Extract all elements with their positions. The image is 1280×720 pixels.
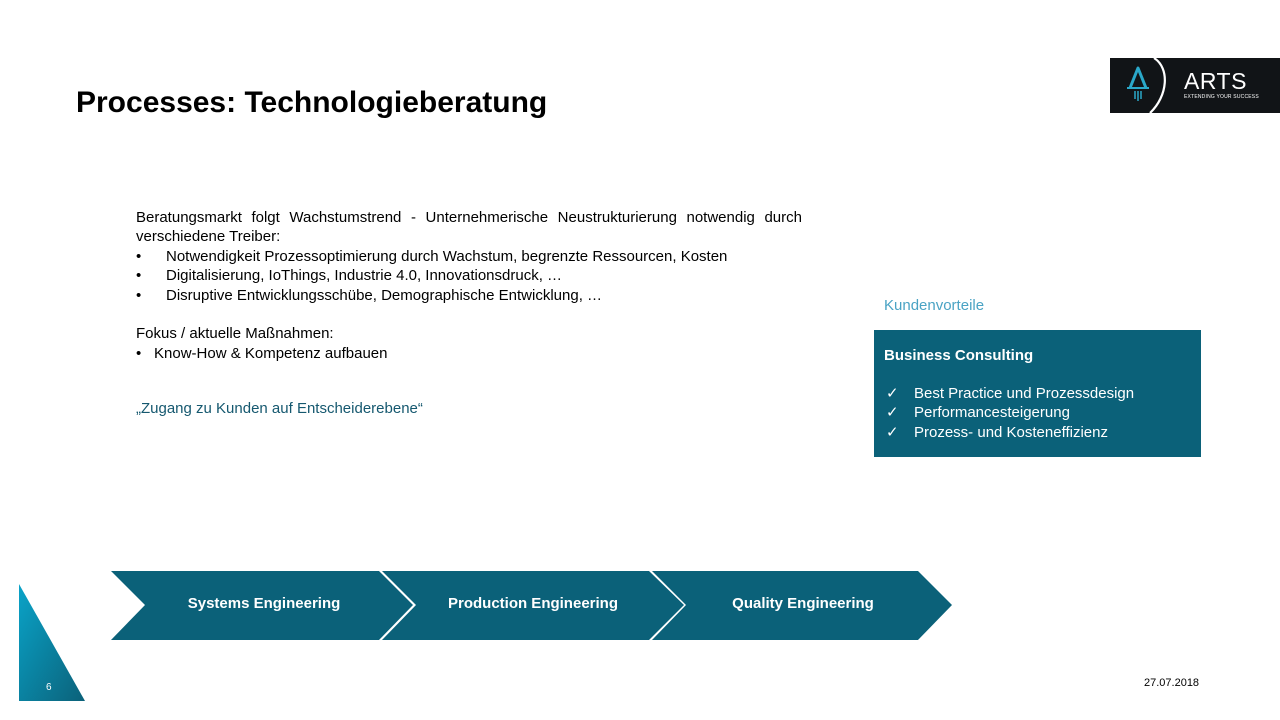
driver-item: • Disruptive Entwicklungsschübe, Demographische Entwicklung, …	[136, 286, 802, 305]
driver-item: • Digitalisierung, IoThings, Industrie 4.0, Innovationsdruck, …	[136, 266, 802, 285]
chevron-label-systems: Systems Engineering	[187, 595, 341, 612]
focus-heading: Fokus / aktuelle Maßnahmen:	[136, 325, 334, 343]
checkmark-icon: ✓	[886, 385, 899, 402]
advantages-label: Kundenvorteile	[884, 297, 985, 314]
box-title: Business Consulting	[884, 347, 1034, 364]
page-number: 6	[46, 682, 52, 693]
slide-title: Processes: Technologieberatung	[76, 86, 548, 119]
advantage-label: Best Practice und Prozessdesign	[914, 385, 1135, 402]
driver-item: • Notwendigkeit Prozessoptimierung durch Wachstum, begrenzte Ressourcen, Kosten	[136, 247, 802, 266]
corner-decoration	[0, 0, 100, 720]
checkmark-icon: ✓	[886, 423, 899, 441]
quote-text: „Zugang zu Kunden auf Entscheiderebene“	[136, 400, 423, 417]
chevron-label-production: Production Engineering	[447, 595, 618, 612]
focus-item: • Know-How & Kompetenz aufbauen	[136, 344, 802, 363]
advantage-label: Prozess- und Kosteneffizienz	[914, 423, 1108, 441]
chevron-label-quality: Quality Engineering	[732, 595, 874, 612]
logo-tagline: EXTENDING YOUR SUCCESS	[1184, 94, 1259, 100]
checkmark-icon: ✓	[886, 404, 899, 422]
intro-paragraph: Beratungsmarkt folgt Wachstumstrend - Unternehmerische Neustrukturierung notwendig durch verschiedene Treiber:	[136, 209, 802, 246]
advantage-label: Performancesteigerung	[914, 404, 1070, 422]
logo-name: ARTS	[1184, 68, 1247, 94]
slide-date: 27.07.2018	[1144, 677, 1200, 689]
